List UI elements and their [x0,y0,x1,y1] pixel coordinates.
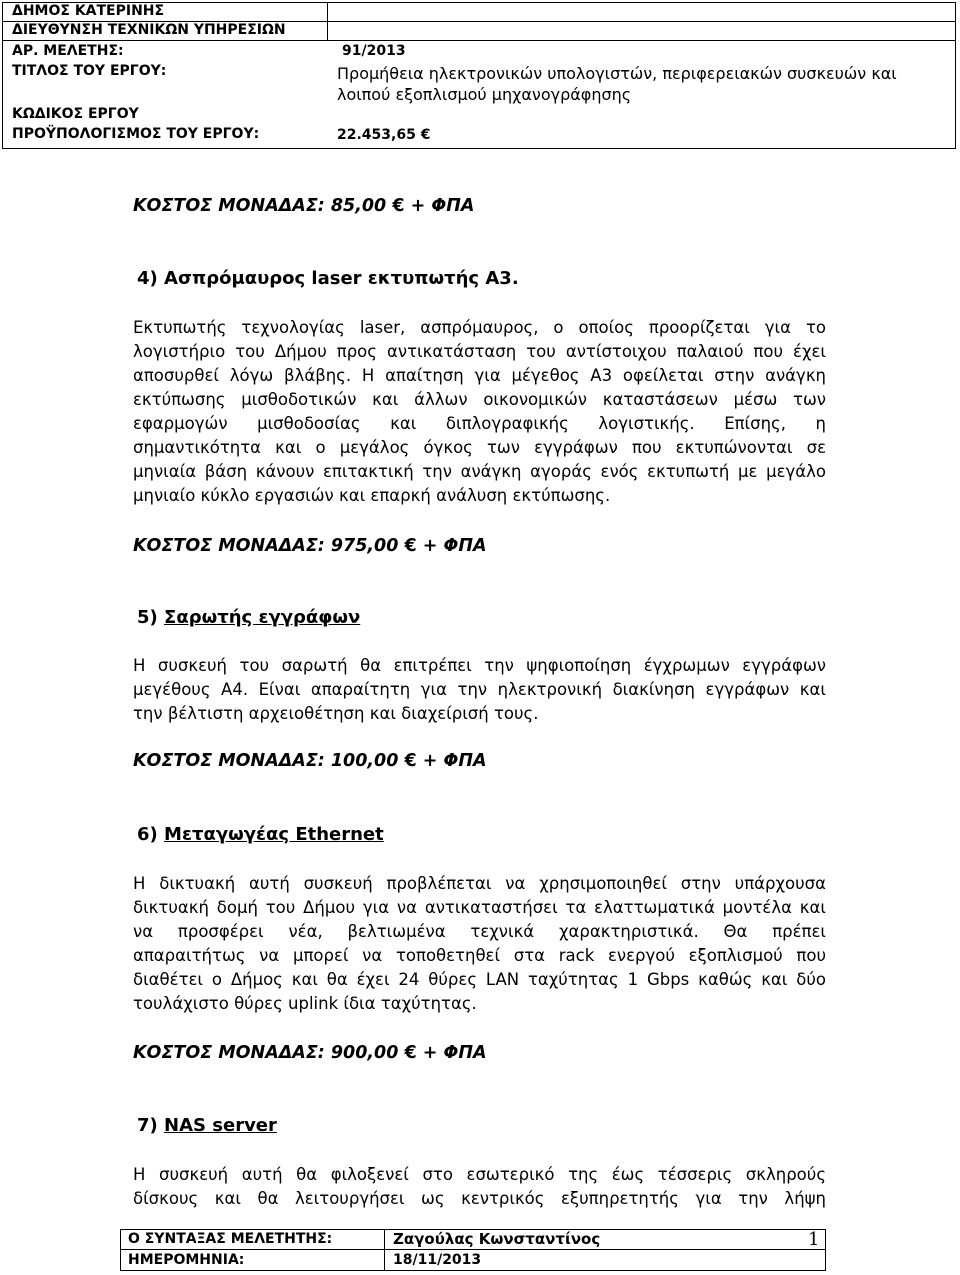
unit-cost-prev-vat: + ΦΠΑ [410,196,475,216]
author-name: Ζαγούλας Κωνσταντίνος [393,1230,601,1248]
item5-title: Σαρωτής εγγράφων [164,607,361,628]
item5-line: Η συσκευή του σαρωτή θα επιτρέπει την ψηφιοποίηση έγχρωμων εγγράφων [133,656,826,675]
unit-cost-item4-vat: + ΦΠΑ [422,536,487,556]
item4-line: εκτύπωσης μισθοδοτικών και άλλων οικονομικών καταστάσεων μέσω των [133,390,826,409]
item4-line: μηνιαία βάση κάνουν επιτακτική την ανάγκη αγοράς ενός εκτυπωτή με μεγάλο [133,462,826,481]
item6-line: Η δικτυακή αυτή συσκευή προβλέπεται να χρησιμοποιηθεί στην υπάρχουσα [133,874,826,893]
item4-line: λογιστήριο του Δήμου προς αντικατάσταση του αντίστοιχου παλαιού που έχει [133,342,826,361]
item4-line: Εκτυπωτής τεχνολογίας laser, ασπρόμαυρος, ο οποίος προορίζεται για το [133,318,826,337]
item5-line: την βέλτιστη αρχειοθέτηση και διαχείρισή τους. [133,704,539,723]
item7-title: NAS server [164,1115,277,1136]
page-number: 1 [808,1229,820,1250]
euro-sign: € [404,751,417,771]
unit-cost-prev [133,196,474,216]
project-title-label: ΤΙΤΛΟΣ ΤΟΥ ΕΡΓΟΥ: [12,63,167,79]
item7-number: 7) [137,1115,158,1136]
item4-line: εφαρμογών μισθοδοσίας και διπλογραφικής λογιστικής. Επίσης, η [133,414,826,433]
department-name: ΔΙΕΥΘΥΝΣΗ ΤΕΧΝΙΚΩΝ ΥΠΗΡΕΣΙΩΝ [12,22,286,38]
date-value: 18/11/2013 [393,1252,482,1268]
budget-amount: 22.453,65 [337,127,416,143]
item7-line: Η συσκευή αυτή θα φιλοξενεί στο εσωτερικό της έως τέσσερις σκληρούς [133,1165,826,1184]
unit-cost-item5-amount: ΚΟΣΤΟΣ ΜΟΝΑΔΑΣ: 100,00 [133,751,399,771]
budget-value [337,126,430,145]
item4-title: 4) Ασπρόμαυρος laser εκτυπωτής Α3. [137,268,519,289]
item5-heading [137,607,360,628]
unit-cost-item6 [133,1043,487,1063]
unit-cost-item6-vat: + ΦΠΑ [422,1043,487,1063]
item6-number: 6) [137,824,158,845]
project-title-line2: λοιπού εξοπλισμού μηχανογράφησης [337,85,632,104]
unit-cost-item4-amount: ΚΟΣΤΟΣ ΜΟΝΑΔΑΣ: 975,00 [133,536,399,556]
unit-cost-item4 [133,536,487,556]
item7-line: δίσκους και θα λειτουργήσει ως κεντρικός εξυπηρετητής για την λήψη [133,1189,826,1208]
item6-description [133,872,826,1016]
unit-cost-item6-amount: ΚΟΣΤΟΣ ΜΟΝΑΔΑΣ: 900,00 [133,1043,399,1063]
date-label: ΗΜΕΡΟΜΗΝΙΑ: [128,1252,245,1268]
item6-line: απαραιτήτως να μπορεί να τοποθετηθεί στα rack ενεργού εξοπλισμού που [133,946,826,965]
budget-label: ΠΡΟΫΠΟΛΟΓΙΣΜΟΣ ΤΟΥ ΕΡΓΟΥ: [12,126,260,142]
item5-number: 5) [137,607,158,628]
project-code-label: ΚΩΔΙΚΟΣ ΕΡΓΟΥ [12,106,139,122]
unit-cost-item5-vat: + ΦΠΑ [422,751,487,771]
project-title-line1: Προμήθεια ηλεκτρονικών υπολογιστών, περιφερειακών συσκευών και [337,64,897,83]
item6-line: δικτυακή δομή του Δήμου για να αντικαταστήσει τα ελαττωματικά μοντέλα και [133,898,826,917]
item5-description [133,654,826,726]
item7-heading [137,1115,277,1136]
item6-line: τουλάχιστο θύρες uplink ίδια ταχύτητας. [133,994,477,1013]
study-number: 91/2013 [342,43,406,59]
item6-line: να προσφέρει νέα, βελτιωμένα τεχνικά χαρακτηριστικά. Θα πρέπει [133,922,826,941]
euro-sign: € [420,127,431,143]
euro-sign: € [404,536,417,556]
item4-line: σημαντικότητα και ο μεγάλος όγκος των εγγράφων που εκτυπώνονται σε [133,438,826,457]
euro-sign: € [392,196,405,216]
item6-title: Μεταγωγέας Ethernet [164,824,384,845]
item4-line: αποσυρθεί λόγω βλάβης. Η απαίτηση για μέγεθος Α3 οφείλεται στην ανάγκη [133,366,826,385]
municipality-name: ΔΗΜΟΣ ΚΑΤΕΡΙΝΗΣ [12,3,165,19]
item4-line: μηνιαίο κύκλο εργασιών και επαρκή ανάλυση εκτύπωσης. [133,486,611,505]
item4-description [133,316,826,508]
item7-description [133,1163,826,1211]
euro-sign: € [404,1043,417,1063]
study-number-label: ΑΡ. ΜΕΛΕΤΗΣ: [12,43,124,59]
author-label: Ο ΣΥΝΤΑΞΑΣ ΜΕΛΕΤΗΤΗΣ: [128,1231,333,1247]
item5-line: μεγέθους Α4. Είναι απαραίτητη για την ηλεκτρονική διακίνηση εγγράφων και [133,680,826,699]
unit-cost-prev-amount: ΚΟΣΤΟΣ ΜΟΝΑΔΑΣ: 85,00 [133,196,387,216]
unit-cost-item5 [133,751,487,771]
item6-line: διαθέτει ο Δήμος και θα έχει 24 θύρες LAN ταχύτητας 1 Gbps καθώς και δύο [133,970,826,989]
item6-heading [137,824,384,845]
